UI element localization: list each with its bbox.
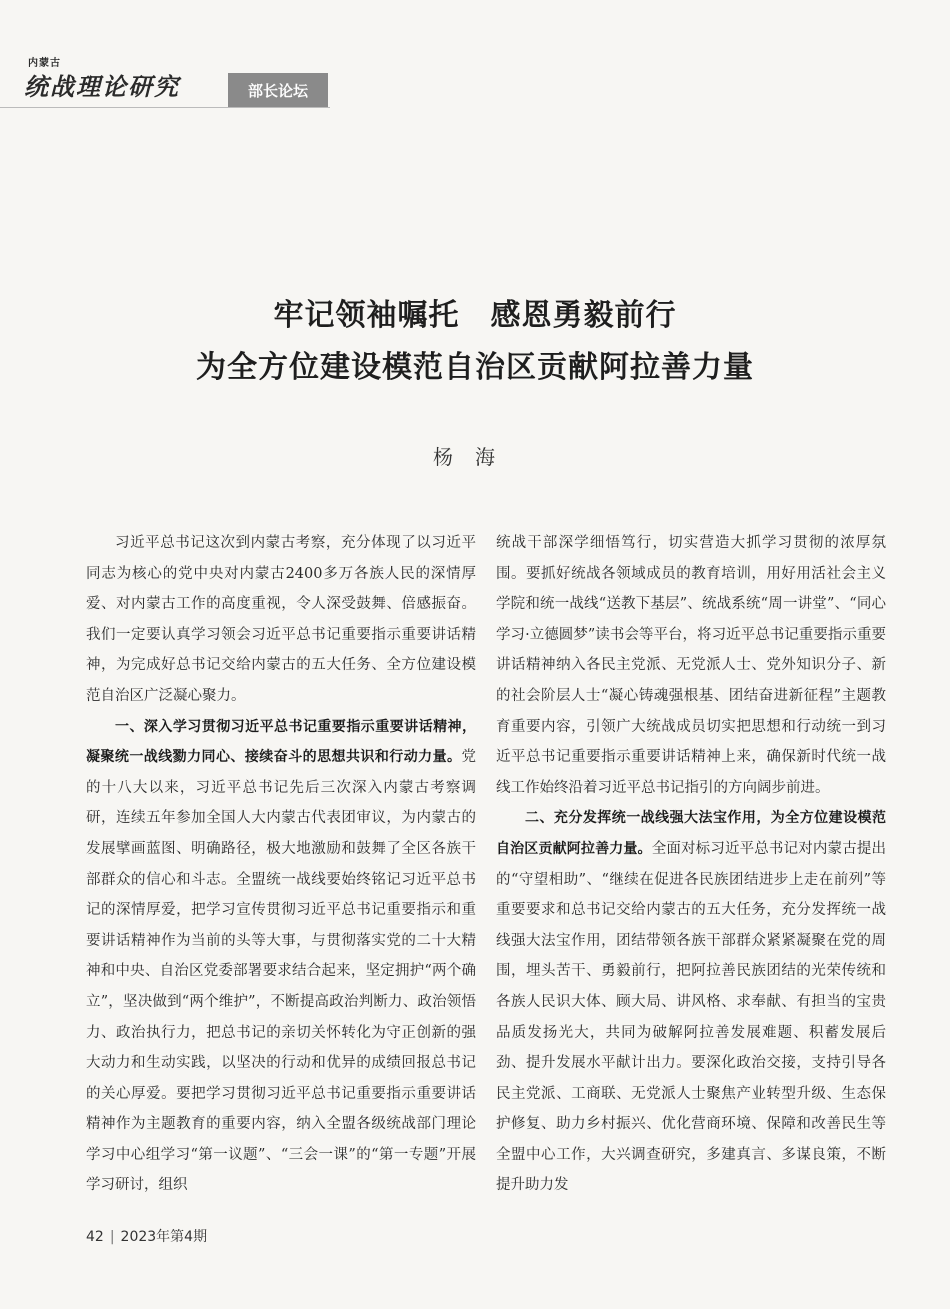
footer-separator: | bbox=[109, 1229, 115, 1245]
author-name: 杨海 bbox=[433, 445, 517, 469]
page-footer bbox=[86, 1226, 207, 1246]
left-column bbox=[86, 528, 476, 1201]
right-column bbox=[496, 528, 886, 1201]
header-divider bbox=[0, 107, 330, 108]
section-one-heading: 一、深入学习贯彻习近平总书记重要指示重要讲话精神，凝聚统一战线勠力同心、接续奋斗的思想共识和行动力量。 bbox=[86, 718, 476, 766]
section-two-text: 全面对标习近平总书记对内蒙古提出的“守望相助”、“继续在促进各民族团结进步上走在前列”等重要要求和总书记交给内蒙古的五大任务，充分发挥统一战线强大法宝作用，团结带领各族干部群众紧紧凝聚在党的周围，埋头苦干、勇毅前行，把阿拉善民族团结的光荣传统和各族人民识大体、顾大局、讲风格、求奉献、有担当的宝贵品质发扬光大，共同为破解阿拉善发展难题、积蓄发展后劲、提升发展水平献计出力。要深化政治交接，支持引导各民主党派、工商联、无党派人士聚焦产业转型升级、生态保护修复、助力乡村振兴、优化营商环境、保障和改善民生等全盟中心工作，大兴调查研究，多建真言、多谋良策，不断提升助力发 bbox=[496, 840, 887, 1194]
journal-name: 统战理论研究 bbox=[24, 72, 180, 101]
intro-paragraph: 习近平总书记这次到内蒙古考察，充分体现了以习近平同志为核心的党中央对内蒙古2400多万各族人民的深情厚爱、对内蒙古工作的高度重视，令人深受鼓舞、倍感振奋。我们一定要认真学习领会习近平总书记重要指示重要讲话精神，为完成好总书记交给内蒙古的五大任务、全方位建设模范自治区广泛凝心聚力。 bbox=[86, 535, 476, 704]
article-title-line2: 为全方位建设模范自治区贡献阿拉善力量 bbox=[196, 350, 754, 385]
issue-label: 2023年第4期 bbox=[120, 1229, 208, 1245]
section-one-text: 党的十八大以来，习近平总书记先后三次深入内蒙古考察调研，连续五年参加全国人大内蒙古代表团审议，为内蒙古的发展擘画蓝图、明确路径，极大地激励和鼓舞了全区各族干部群众的信心和斗志。全盟统一战线要始终铭记习近平总书记的深情厚爱，把学习宣传贯彻习近平总书记重要指示和重要讲话精神作为当前的头等大事，与贯彻落实党的二十大精神和中央、自治区党委部署要求结合起来，坚定拥护“两个确立”，坚决做到“两个维护”，不断提高政治判断力、政治领悟力、政治执行力，把总书记的亲切关怀转化为守正创新的强大动力和生动实践，以坚决的行动和优异的成绩回报总书记的关心厚爱。要把学习贯彻习近平总书记重要指示重要讲话精神作为主题教育的重要内容，纳入全盟各级统战部门理论学习中心组学习“第一议题”、“三会一课”的“第一专题”开展学习研讨，组织 bbox=[86, 749, 476, 1194]
section-one-paragraph bbox=[86, 712, 476, 1202]
section-two-heading: 二、充分发挥统一战线强大法宝作用，为全方位建设模范自治区贡献阿拉善力量。 bbox=[496, 810, 886, 857]
section-two-paragraph bbox=[496, 803, 886, 1201]
column-tag: 部长论坛 bbox=[228, 73, 328, 107]
journal-masthead bbox=[24, 58, 224, 102]
article-title-line1: 牢记领袖嘱托 感恩勇毅前行 bbox=[273, 298, 677, 333]
page-number: 42 bbox=[86, 1229, 104, 1245]
continued-paragraph: 统战干部深学细悟笃行，切实营造大抓学习贯彻的浓厚氛围。要抓好统战各领域成员的教育培训，用好用活社会主义学院和统一战线“送教下基层”、统战系统“周一讲堂”、“同心学习·立德圆梦”读书会等平台，将习近平总书记重要指示重要讲话精神纳入各民主党派、无党派人士、党外知识分子、新的社会阶层人士“凝心铸魂强根基、团结奋进新征程”主题教育重要内容，引领广大统战成员切实把思想和行动统一到习近平总书记重要指示重要讲话精神上来，确保新时代统一战线工作始终沿着习近平总书记指引的方向阔步前进。 bbox=[496, 535, 886, 796]
journal-region: 内蒙古 bbox=[28, 58, 61, 69]
